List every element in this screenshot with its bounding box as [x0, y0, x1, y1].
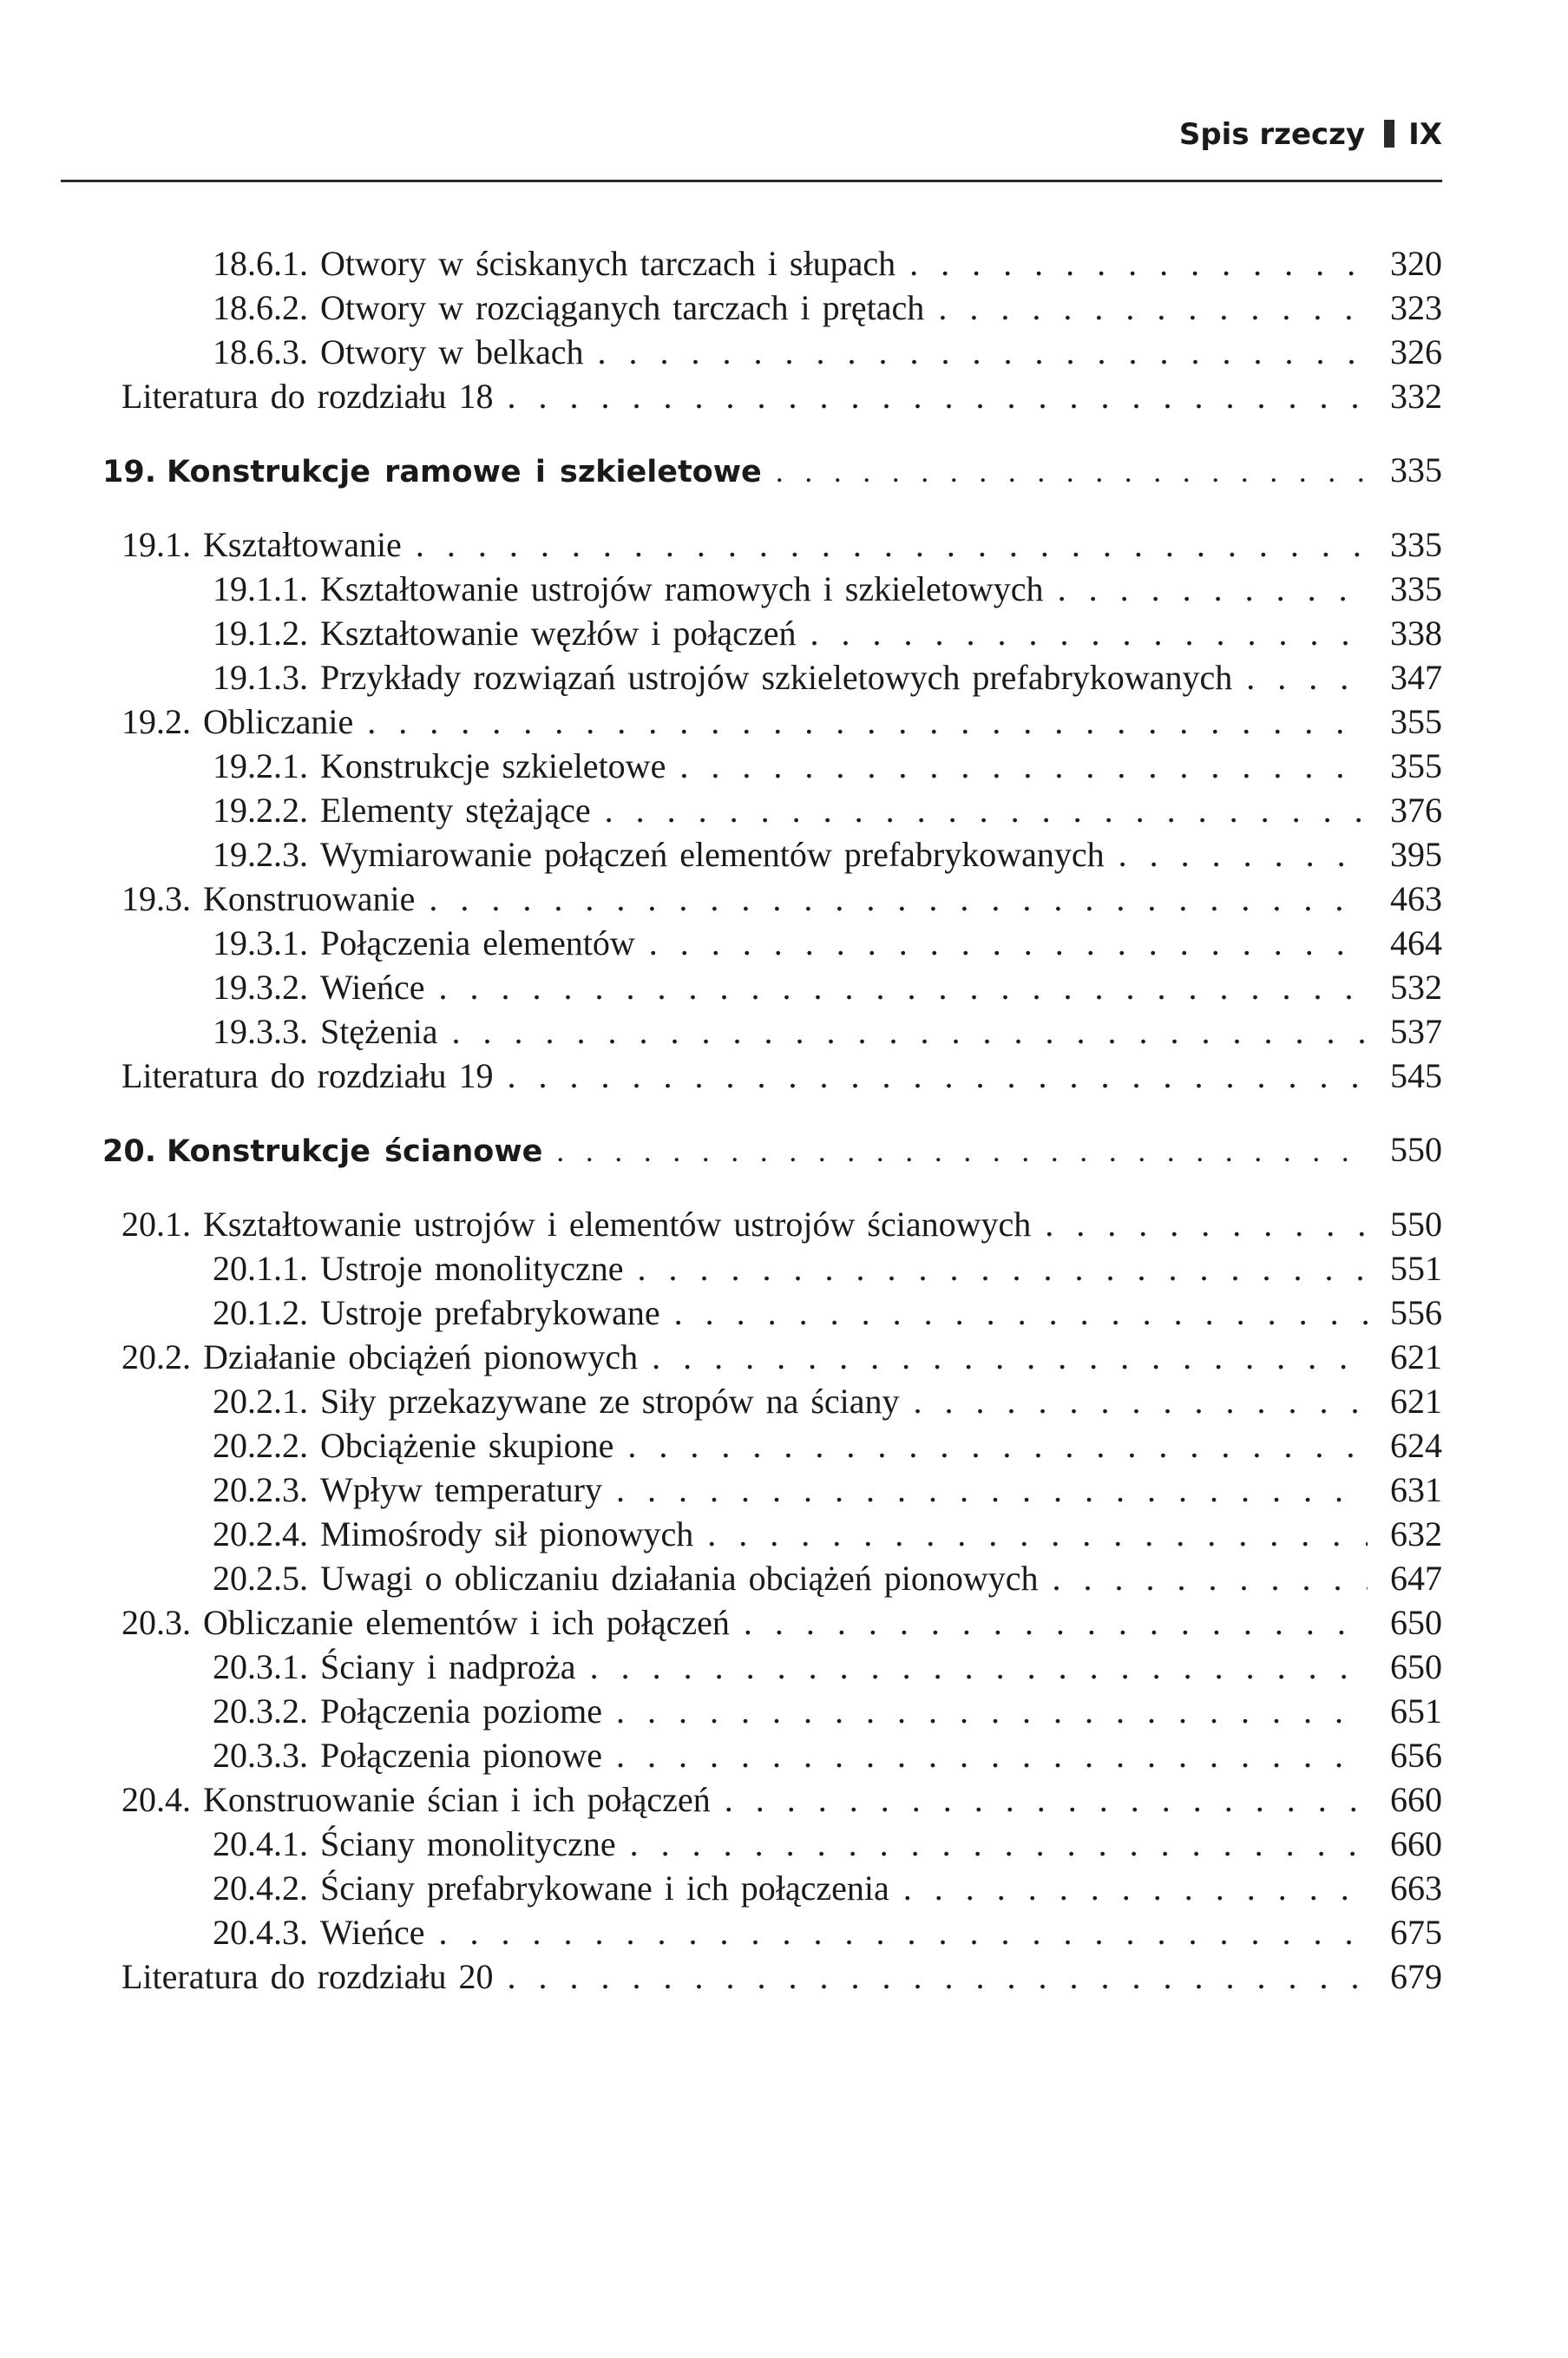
dot-leader — [903, 1866, 1368, 1910]
toc-entry-page: 650 — [1390, 1603, 1442, 1642]
dot-leader — [616, 1733, 1368, 1777]
toc-entry-title: Konstruowanie ścian i ich połączeń — [203, 1780, 711, 1819]
toc-entry-page: 320 — [1390, 244, 1442, 283]
toc-entry-page: 335 — [1390, 569, 1442, 608]
dot-leader — [597, 330, 1368, 374]
toc-entry-title: Wpływ temperatury — [320, 1470, 602, 1509]
toc-entry-title: Mimośrody sił pionowych — [320, 1514, 694, 1553]
toc-entry-number: 20.3.2. — [213, 1691, 308, 1731]
toc-entry — [0, 1423, 1568, 1468]
dot-leader — [605, 788, 1368, 832]
toc-entry-number: 18.6.1. — [213, 244, 308, 283]
toc-entry-page: 631 — [1390, 1470, 1442, 1509]
toc-entry-number: 20.2.3. — [213, 1470, 308, 1509]
toc-entry — [0, 1866, 1568, 1910]
dot-leader — [1119, 832, 1368, 877]
running-header — [0, 113, 1442, 156]
toc-entry — [0, 700, 1568, 744]
dot-leader — [1246, 655, 1368, 700]
toc-entry-title: Stężenia — [320, 1012, 438, 1051]
toc-entry-title: Ściany i nadproża — [320, 1647, 576, 1686]
toc-entry-number: 19.2.2. — [213, 791, 308, 830]
toc-entry-title: Wieńce — [320, 968, 425, 1007]
toc-entry-title: Kształtowanie węzłów i połączeń — [320, 614, 797, 653]
toc-entry — [0, 744, 1568, 788]
toc-entry — [0, 1291, 1568, 1335]
toc-entry-title: Ustroje monolityczne — [320, 1249, 624, 1288]
toc-entry-title: Literatura do rozdziału 20 — [121, 1957, 494, 1996]
toc-entry-title: Otwory w belkach — [320, 332, 584, 371]
dot-leader — [776, 446, 1368, 498]
toc-entry-page: 650 — [1390, 1647, 1442, 1686]
toc-entry-number: 20.3.3. — [213, 1736, 308, 1775]
toc-entry-title: Kształtowanie ustrojów i elementów ustrojów ścianowych — [203, 1205, 1032, 1244]
spacer — [0, 418, 1568, 444]
toc-entry-number: 20.4.1. — [213, 1824, 308, 1863]
toc-entry-page: 632 — [1390, 1514, 1442, 1553]
toc-entry-page: 464 — [1390, 923, 1442, 962]
toc-entry-literature — [0, 1054, 1568, 1098]
toc-entry-number: 20.3.1. — [213, 1647, 308, 1686]
toc-entry-title: Literatura do rozdziału 18 — [121, 377, 494, 416]
toc-entry-page: 355 — [1390, 746, 1442, 785]
spacer — [0, 1176, 1568, 1202]
header-separator-block — [1384, 120, 1394, 148]
dot-leader — [725, 1777, 1368, 1822]
dot-leader — [630, 1822, 1368, 1866]
toc-entry-page: 679 — [1390, 1957, 1442, 1996]
toc-entry-page: 675 — [1390, 1913, 1442, 1952]
toc-entry-number: 20.4. — [121, 1780, 191, 1819]
toc-chapter-heading — [0, 1124, 1568, 1176]
toc-entry-title: Wieńce — [320, 1913, 425, 1952]
toc-entry-number: 19.1. — [121, 525, 191, 564]
dot-leader — [439, 965, 1368, 1009]
toc-entry-title: Ściany monolityczne — [320, 1824, 616, 1863]
toc-chapter-number: 19. — [102, 455, 157, 489]
spacer — [0, 496, 1568, 522]
dot-leader — [429, 877, 1368, 921]
toc-entry — [0, 1335, 1568, 1379]
toc-entry-page: 556 — [1390, 1293, 1442, 1332]
toc-entry-page: 663 — [1390, 1869, 1442, 1908]
toc-entry-title: Ściany prefabrykowane i ich połączenia — [320, 1869, 889, 1908]
toc-entry-page: 621 — [1390, 1382, 1442, 1421]
toc-entry-page: 551 — [1390, 1249, 1442, 1288]
toc-entry-number: 20.1.1. — [213, 1249, 308, 1288]
toc-entry-title: Przykłady rozwiązań ustrojów szkieletowych prefabrykowanych — [320, 658, 1233, 697]
toc-entry-number: 20.4.2. — [213, 1869, 308, 1908]
toc-entry-page: 355 — [1390, 702, 1442, 741]
toc-entry-title: Elementy stężające — [320, 791, 591, 830]
toc-entry-page: 376 — [1390, 791, 1442, 830]
toc-entry-page: 335 — [1390, 450, 1442, 489]
toc-entry — [0, 832, 1568, 877]
toc-entry — [0, 611, 1568, 655]
toc-entry — [0, 1645, 1568, 1689]
toc-entry — [0, 1600, 1568, 1645]
toc-entry — [0, 921, 1568, 965]
toc-entry-number: 19.3.3. — [213, 1012, 308, 1051]
toc-entry-title: Wymiarowanie połączeń elementów prefabrykowanych — [320, 835, 1105, 874]
toc-entry-title: Kształtowanie — [203, 525, 402, 564]
toc-entry — [0, 1379, 1568, 1423]
toc-entry-page: 647 — [1390, 1559, 1442, 1598]
toc-entry — [0, 965, 1568, 1009]
header-section-title: Spis rzeczy — [1178, 117, 1366, 152]
toc-chapter-title: Konstrukcje ramowe i szkieletowe — [167, 455, 762, 489]
toc-entry-title: Połączenia pionowe — [320, 1736, 602, 1775]
toc-entry — [0, 1910, 1568, 1954]
toc-entry — [0, 1689, 1568, 1733]
toc-entry-title: Połączenia poziome — [320, 1691, 602, 1731]
toc-entry-page: 332 — [1390, 377, 1442, 416]
toc-entry — [0, 567, 1568, 611]
toc-entry-number: 19.1.1. — [213, 569, 308, 608]
toc-entry — [0, 1556, 1568, 1600]
toc-entry-number: 19.3.2. — [213, 968, 308, 1007]
toc-entry-title: Kształtowanie ustrojów ramowych i szkieletowych — [320, 569, 1044, 608]
toc-entry-page: 463 — [1390, 879, 1442, 918]
toc-entry-number: 20.2.1. — [213, 1382, 308, 1421]
toc-entry-page: 651 — [1390, 1691, 1442, 1731]
header-page-number: IX — [1408, 117, 1442, 152]
toc-entry-page: 335 — [1390, 525, 1442, 564]
spacer — [0, 1098, 1568, 1124]
dot-leader — [627, 1423, 1368, 1468]
toc-chapter-number: 20. — [102, 1134, 157, 1169]
toc-entry-title: Siły przekazywane ze stropów na ściany — [320, 1382, 900, 1421]
toc-entry — [0, 788, 1568, 832]
dot-leader — [416, 522, 1368, 567]
dot-leader — [1058, 567, 1368, 611]
toc-entry-page: 347 — [1390, 658, 1442, 697]
toc-entry — [0, 330, 1568, 374]
toc-entry-number: 18.6.3. — [213, 332, 308, 371]
dot-leader — [744, 1600, 1368, 1645]
toc-entry — [0, 1246, 1568, 1291]
toc-entry-number: 20.2.2. — [213, 1426, 308, 1465]
dot-leader — [652, 1335, 1368, 1379]
dot-leader — [810, 611, 1368, 655]
toc-entry-page: 545 — [1390, 1056, 1442, 1095]
dot-leader — [367, 700, 1368, 744]
toc-entry-number: 20.2. — [121, 1337, 191, 1376]
toc-entry-title: Konstrukcje szkieletowe — [320, 746, 666, 785]
dot-leader — [679, 744, 1368, 788]
toc-entry-page: 323 — [1390, 288, 1442, 327]
dot-leader — [1052, 1556, 1368, 1600]
toc-entry — [0, 877, 1568, 921]
toc-entry — [0, 1468, 1568, 1512]
toc-entry-literature — [0, 374, 1568, 418]
toc-entry — [0, 1202, 1568, 1246]
toc-entry — [0, 522, 1568, 567]
table-of-contents — [0, 241, 1568, 1999]
toc-chapter-heading — [0, 444, 1568, 496]
dot-leader — [914, 1379, 1368, 1423]
toc-entry-number: 18.6.2. — [213, 288, 308, 327]
toc-entry-number: 19.1.2. — [213, 614, 308, 653]
toc-entry-title: Otwory w ściskanych tarczach i słupach — [320, 244, 896, 283]
dot-leader — [507, 1054, 1368, 1098]
dot-leader — [637, 1246, 1368, 1291]
toc-entry-number: 20.4.3. — [213, 1913, 308, 1952]
toc-entry-page: 624 — [1390, 1426, 1442, 1465]
dot-leader — [507, 374, 1368, 418]
toc-entry-number: 19.1.3. — [213, 658, 308, 697]
toc-entry — [0, 655, 1568, 700]
toc-entry-number: 20.1.2. — [213, 1293, 308, 1332]
toc-entry-page: 537 — [1390, 1012, 1442, 1051]
toc-entry — [0, 241, 1568, 286]
toc-entry-number: 20.2.5. — [213, 1559, 308, 1598]
dot-leader — [556, 1126, 1368, 1178]
dot-leader — [649, 921, 1368, 965]
header-rule — [61, 180, 1442, 182]
toc-entry-number: 19.3. — [121, 879, 191, 918]
dot-leader — [616, 1689, 1368, 1733]
toc-entry — [0, 1733, 1568, 1777]
toc-entry-page: 532 — [1390, 968, 1442, 1007]
dot-leader — [507, 1954, 1368, 1999]
toc-entry-title: Połączenia elementów — [320, 923, 635, 962]
toc-entry-number: 20.2.4. — [213, 1514, 308, 1553]
toc-entry-page: 338 — [1390, 614, 1442, 653]
toc-entry — [0, 1009, 1568, 1054]
toc-entry-title: Obliczanie — [203, 702, 354, 741]
toc-entry-literature — [0, 1954, 1568, 1999]
toc-entry-page: 550 — [1390, 1205, 1442, 1244]
toc-entry — [0, 1822, 1568, 1866]
dot-leader — [674, 1291, 1368, 1335]
toc-entry — [0, 286, 1568, 330]
toc-entry — [0, 1777, 1568, 1822]
toc-entry-title: Otwory w rozciąganych tarczach i prętach — [320, 288, 925, 327]
toc-entry-number: 19.3.1. — [213, 923, 308, 962]
toc-entry-title: Uwagi o obliczaniu działania obciążeń pionowych — [320, 1559, 1039, 1598]
dot-leader — [909, 241, 1368, 286]
toc-entry-title: Literatura do rozdziału 19 — [121, 1056, 494, 1095]
toc-entry-title: Obliczanie elementów i ich połączeń — [203, 1603, 730, 1642]
dot-leader — [616, 1468, 1368, 1512]
toc-entry-number: 19.2. — [121, 702, 191, 741]
toc-entry-page: 660 — [1390, 1780, 1442, 1819]
toc-entry-number: 19.2.3. — [213, 835, 308, 874]
toc-entry-title: Konstruowanie — [203, 879, 416, 918]
toc-entry-title: Ustroje prefabrykowane — [320, 1293, 660, 1332]
dot-leader — [590, 1645, 1368, 1689]
toc-entry-page: 656 — [1390, 1736, 1442, 1775]
dot-leader — [707, 1512, 1368, 1556]
toc-entry — [0, 1512, 1568, 1556]
dot-leader — [452, 1009, 1368, 1054]
toc-entry-page: 326 — [1390, 332, 1442, 371]
toc-entry-page: 621 — [1390, 1337, 1442, 1376]
toc-entry-number: 20.3. — [121, 1603, 191, 1642]
toc-chapter-title: Konstrukcje ścianowe — [167, 1134, 543, 1169]
dot-leader — [1045, 1202, 1368, 1246]
toc-entry-number: 20.1. — [121, 1205, 191, 1244]
toc-entry-page: 660 — [1390, 1824, 1442, 1863]
toc-entry-number: 19.2.1. — [213, 746, 308, 785]
dot-leader — [439, 1910, 1368, 1954]
toc-entry-title: Obciążenie skupione — [320, 1426, 614, 1465]
toc-entry-page: 395 — [1390, 835, 1442, 874]
toc-entry-title: Działanie obciążeń pionowych — [203, 1337, 639, 1376]
toc-entry-page: 550 — [1390, 1130, 1442, 1169]
dot-leader — [938, 286, 1368, 330]
